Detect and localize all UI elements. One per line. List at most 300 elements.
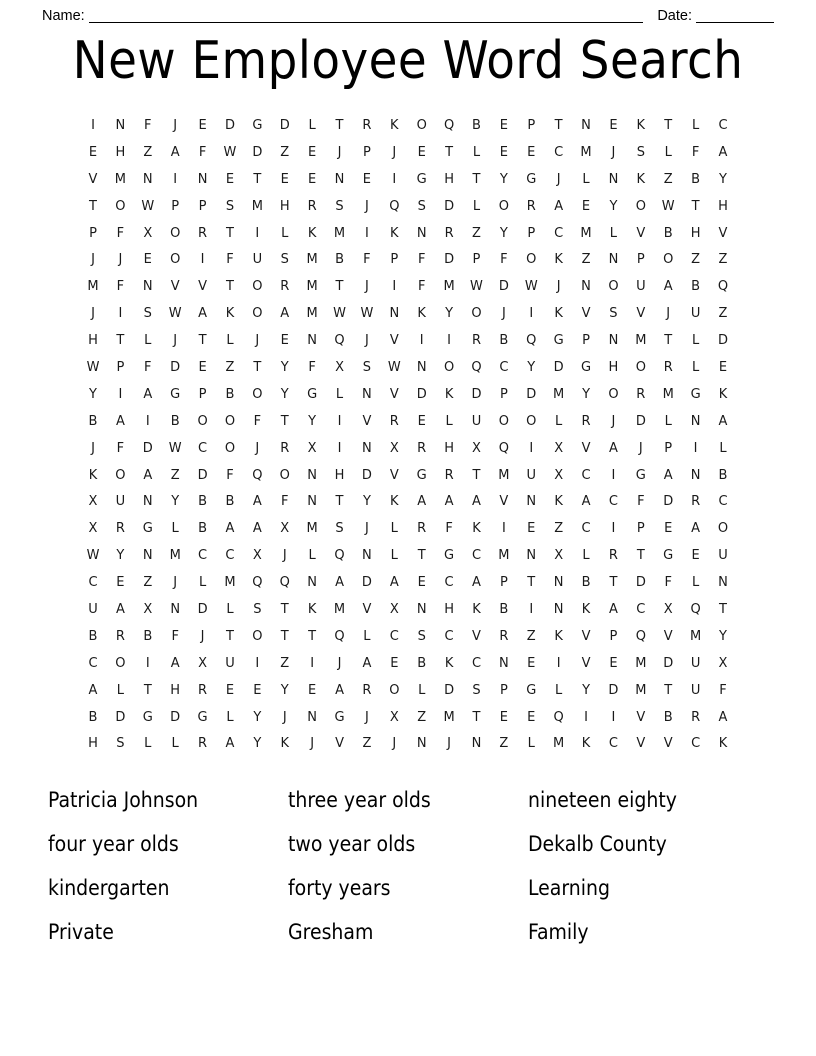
grid-cell[interactable]: L	[281, 225, 289, 241]
grid-cell[interactable]: C	[718, 494, 728, 510]
grid-cell[interactable]: E	[280, 333, 289, 349]
grid-cell[interactable]: X	[554, 440, 564, 456]
grid-cell[interactable]: K	[417, 306, 426, 322]
grid-cell[interactable]: I	[310, 655, 315, 671]
grid-cell[interactable]: I	[447, 333, 451, 349]
grid-cell[interactable]: E	[225, 171, 235, 187]
grid-cell[interactable]: B	[499, 601, 509, 617]
grid-cell[interactable]: Q	[443, 117, 455, 133]
word-list-item[interactable]: Learning	[528, 876, 610, 900]
grid-cell[interactable]: G	[635, 467, 646, 483]
grid-cell[interactable]: T	[719, 601, 727, 617]
grid-cell[interactable]: H	[444, 171, 454, 187]
grid-cell[interactable]: J	[556, 279, 561, 295]
grid-cell[interactable]: E	[499, 709, 508, 725]
grid-cell[interactable]: M	[689, 628, 702, 644]
grid-cell[interactable]: J	[91, 440, 95, 456]
grid-cell[interactable]: Y	[116, 548, 125, 564]
grid-cell[interactable]: G	[416, 171, 427, 187]
grid-cell[interactable]: E	[691, 548, 700, 564]
grid-cell[interactable]: J	[255, 440, 260, 456]
grid-cell[interactable]: G	[142, 521, 153, 537]
grid-cell[interactable]: C	[636, 601, 646, 617]
grid-cell[interactable]: P	[499, 575, 508, 591]
grid-cell[interactable]: I	[145, 413, 150, 429]
grid-cell[interactable]: N	[362, 548, 372, 564]
grid-cell[interactable]: Y	[280, 682, 289, 698]
grid-cell[interactable]: N	[362, 386, 372, 402]
grid-cell[interactable]: K	[554, 494, 563, 510]
grid-cell[interactable]: N	[307, 575, 317, 591]
grid-cell[interactable]: K	[554, 252, 563, 268]
grid-cell[interactable]: I	[529, 440, 534, 456]
grid-cell[interactable]: L	[363, 628, 371, 644]
grid-cell[interactable]: P	[116, 359, 125, 375]
grid-cell[interactable]: O	[498, 413, 509, 429]
grid-cell[interactable]: T	[308, 628, 317, 644]
grid-cell[interactable]: I	[611, 467, 616, 483]
grid-cell[interactable]: T	[335, 117, 344, 133]
grid-cell[interactable]: V	[335, 736, 344, 752]
grid-cell[interactable]: M	[498, 467, 510, 483]
grid-cell[interactable]: O	[498, 198, 509, 214]
grid-cell[interactable]: D	[170, 709, 181, 725]
grid-cell[interactable]: O	[115, 655, 126, 671]
grid-cell[interactable]: X	[663, 601, 673, 617]
grid-cell[interactable]: A	[691, 521, 701, 537]
grid-cell[interactable]: G	[663, 548, 674, 564]
grid-cell[interactable]: S	[335, 198, 344, 214]
grid-cell[interactable]: A	[170, 144, 180, 160]
grid-cell[interactable]: W	[333, 306, 346, 322]
grid-cell[interactable]: R	[691, 709, 701, 725]
grid-cell[interactable]: A	[581, 494, 591, 510]
grid-cell[interactable]: Z	[718, 252, 728, 268]
grid-cell[interactable]: B	[581, 575, 591, 591]
grid-cell[interactable]: Q	[635, 628, 646, 644]
grid-cell[interactable]: U	[471, 413, 482, 429]
grid-cell[interactable]: I	[337, 440, 342, 456]
grid-cell[interactable]: O	[635, 359, 646, 375]
grid-cell[interactable]: R	[526, 198, 536, 214]
grid-cell[interactable]: N	[526, 494, 537, 510]
grid-cell[interactable]: A	[335, 575, 344, 591]
grid-cell[interactable]: P	[609, 628, 618, 644]
grid-cell[interactable]: N	[499, 655, 509, 671]
grid-cell[interactable]: K	[390, 117, 399, 133]
grid-cell[interactable]: K	[444, 386, 454, 402]
grid-cell[interactable]: E	[225, 682, 235, 698]
grid-cell[interactable]: O	[526, 252, 537, 268]
grid-cell[interactable]: L	[472, 144, 481, 160]
grid-cell[interactable]: X	[389, 440, 399, 456]
grid-cell[interactable]: A	[663, 467, 673, 483]
grid-cell[interactable]: N	[690, 413, 701, 429]
grid-cell[interactable]: R	[362, 117, 372, 133]
grid-cell[interactable]: V	[198, 279, 208, 295]
grid-cell[interactable]: A	[444, 494, 454, 510]
grid-cell[interactable]: A	[225, 736, 235, 752]
grid-cell[interactable]: I	[529, 306, 534, 322]
grid-cell[interactable]: M	[443, 279, 455, 295]
grid-cell[interactable]: B	[198, 521, 208, 537]
grid-cell[interactable]: G	[252, 117, 263, 133]
grid-cell[interactable]: J	[501, 306, 506, 322]
grid-cell[interactable]: Y	[445, 306, 454, 322]
grid-cell[interactable]: E	[198, 359, 207, 375]
grid-cell[interactable]: I	[255, 655, 260, 671]
grid-cell[interactable]: N	[197, 171, 208, 187]
grid-cell[interactable]: Z	[718, 306, 728, 322]
grid-cell[interactable]: V	[636, 709, 646, 725]
grid-cell[interactable]: J	[392, 736, 397, 752]
grid-cell[interactable]: F	[417, 279, 426, 295]
grid-cell[interactable]: I	[392, 279, 397, 295]
grid-cell[interactable]: D	[142, 440, 153, 456]
grid-cell[interactable]: B	[335, 252, 344, 268]
grid-cell[interactable]: P	[527, 225, 536, 241]
grid-cell[interactable]: P	[527, 117, 536, 133]
grid-cell[interactable]: L	[527, 736, 535, 752]
grid-cell[interactable]: O	[115, 198, 126, 214]
grid-cell[interactable]: H	[444, 601, 454, 617]
grid-cell[interactable]: I	[118, 306, 123, 322]
grid-cell[interactable]: I	[173, 171, 178, 187]
grid-cell[interactable]: Q	[553, 709, 564, 725]
grid-cell[interactable]: W	[223, 144, 237, 160]
grid-cell[interactable]: L	[445, 413, 453, 429]
grid-cell[interactable]: H	[88, 736, 98, 752]
grid-cell[interactable]: P	[198, 386, 207, 402]
grid-cell[interactable]: Y	[582, 682, 591, 698]
grid-cell[interactable]: E	[390, 655, 399, 671]
grid-cell[interactable]: I	[693, 440, 698, 456]
grid-cell[interactable]: A	[252, 521, 262, 537]
grid-cell[interactable]: E	[527, 521, 536, 537]
grid-cell[interactable]: S	[225, 198, 235, 214]
grid-cell[interactable]: K	[581, 736, 591, 752]
grid-cell[interactable]: F	[719, 682, 727, 698]
grid-cell[interactable]: O	[224, 413, 236, 429]
grid-cell[interactable]: S	[472, 682, 481, 698]
grid-cell[interactable]: N	[307, 709, 317, 725]
grid-cell[interactable]: Y	[582, 386, 591, 402]
grid-cell[interactable]: U	[636, 279, 646, 295]
grid-cell[interactable]: K	[472, 601, 481, 617]
grid-cell[interactable]: N	[142, 279, 153, 295]
grid-cell[interactable]: M	[224, 575, 236, 591]
grid-cell[interactable]: W	[141, 198, 155, 214]
grid-cell[interactable]: P	[499, 682, 508, 698]
grid-cell[interactable]: R	[417, 521, 427, 537]
grid-cell[interactable]: J	[611, 413, 616, 429]
grid-cell[interactable]: O	[224, 440, 236, 456]
grid-cell[interactable]: J	[666, 306, 671, 322]
grid-cell[interactable]: Z	[581, 252, 591, 268]
grid-cell[interactable]: X	[252, 548, 262, 564]
grid-cell[interactable]: Y	[499, 225, 508, 241]
grid-cell[interactable]: C	[581, 521, 591, 537]
grid-cell[interactable]: R	[280, 440, 290, 456]
grid-cell[interactable]: B	[691, 171, 701, 187]
grid-cell[interactable]: Y	[362, 494, 371, 510]
grid-cell[interactable]: X	[472, 440, 481, 456]
grid-cell[interactable]: T	[472, 709, 481, 725]
grid-cell[interactable]: G	[690, 386, 701, 402]
grid-cell[interactable]: L	[691, 359, 700, 375]
grid-cell[interactable]: B	[143, 628, 153, 644]
grid-cell[interactable]: S	[417, 628, 426, 644]
grid-cell[interactable]: Z	[170, 467, 180, 483]
grid-cell[interactable]: N	[581, 117, 591, 133]
grid-cell[interactable]: R	[444, 225, 454, 241]
grid-cell[interactable]: X	[389, 709, 399, 725]
grid-cell[interactable]: J	[173, 333, 178, 349]
grid-cell[interactable]: F	[445, 521, 453, 537]
grid-cell[interactable]: D	[444, 198, 455, 214]
grid-cell[interactable]: F	[116, 279, 125, 295]
grid-cell[interactable]: R	[198, 225, 208, 241]
grid-cell[interactable]: O	[197, 413, 208, 429]
grid-cell[interactable]: H	[444, 440, 454, 456]
grid-cell[interactable]: D	[717, 333, 728, 349]
grid-cell[interactable]: K	[554, 306, 563, 322]
grid-cell[interactable]: D	[663, 494, 674, 510]
grid-cell[interactable]: M	[333, 225, 346, 241]
grid-cell[interactable]: A	[718, 413, 728, 429]
grid-cell[interactable]: Z	[526, 628, 536, 644]
grid-cell[interactable]: M	[306, 521, 318, 537]
grid-cell[interactable]: P	[472, 252, 481, 268]
grid-cell[interactable]: T	[664, 333, 673, 349]
grid-cell[interactable]: B	[691, 279, 701, 295]
grid-cell[interactable]: M	[333, 601, 346, 617]
grid-cell[interactable]: U	[88, 601, 98, 617]
grid-cell[interactable]: C	[444, 575, 454, 591]
grid-cell[interactable]: Y	[280, 359, 289, 375]
grid-cell[interactable]: S	[116, 736, 125, 752]
grid-cell[interactable]: T	[472, 171, 481, 187]
grid-cell[interactable]: R	[198, 682, 208, 698]
grid-cell[interactable]: K	[88, 467, 98, 483]
grid-cell[interactable]: N	[307, 333, 317, 349]
grid-cell[interactable]: C	[471, 655, 482, 671]
grid-cell[interactable]: O	[252, 628, 263, 644]
grid-cell[interactable]: V	[362, 601, 372, 617]
grid-cell[interactable]: E	[280, 171, 289, 187]
grid-cell[interactable]: X	[307, 440, 317, 456]
grid-cell[interactable]: N	[526, 548, 537, 564]
grid-cell[interactable]: G	[334, 709, 345, 725]
grid-cell[interactable]: V	[663, 628, 673, 644]
grid-cell[interactable]: G	[307, 386, 318, 402]
grid-cell[interactable]: C	[225, 548, 235, 564]
grid-cell[interactable]: E	[417, 575, 426, 591]
grid-cell[interactable]: J	[337, 655, 342, 671]
grid-cell[interactable]: L	[308, 548, 316, 564]
grid-cell[interactable]: I	[145, 655, 150, 671]
grid-cell[interactable]: I	[611, 521, 616, 537]
grid-cell[interactable]: W	[470, 279, 483, 295]
grid-cell[interactable]: A	[143, 386, 153, 402]
grid-cell[interactable]: L	[719, 440, 727, 456]
grid-cell[interactable]: N	[608, 252, 619, 268]
grid-cell[interactable]: A	[608, 440, 618, 456]
grid-cell[interactable]: H	[88, 333, 98, 349]
grid-cell[interactable]: A	[280, 306, 290, 322]
grid-cell[interactable]: M	[498, 548, 510, 564]
grid-cell[interactable]: F	[226, 252, 234, 268]
grid-cell[interactable]: L	[308, 117, 316, 133]
grid-cell[interactable]: L	[555, 413, 563, 429]
grid-cell[interactable]: F	[198, 144, 207, 160]
grid-cell[interactable]: G	[416, 467, 427, 483]
grid-cell[interactable]: T	[472, 467, 481, 483]
grid-cell[interactable]: A	[170, 655, 180, 671]
grid-cell[interactable]: M	[443, 709, 455, 725]
grid-cell[interactable]: S	[253, 601, 262, 617]
grid-cell[interactable]: Q	[690, 601, 701, 617]
word-list-item[interactable]: two year olds	[288, 832, 416, 856]
grid-cell[interactable]: R	[691, 494, 701, 510]
grid-cell[interactable]: V	[636, 225, 646, 241]
grid-cell[interactable]: L	[390, 548, 398, 564]
grid-cell[interactable]: I	[91, 117, 95, 133]
grid-cell[interactable]: V	[170, 279, 180, 295]
grid-cell[interactable]: V	[581, 655, 591, 671]
grid-cell[interactable]: J	[638, 440, 643, 456]
grid-cell[interactable]: P	[171, 198, 180, 214]
grid-cell[interactable]: C	[389, 628, 399, 644]
grid-cell[interactable]: U	[690, 682, 701, 698]
grid-cell[interactable]: T	[253, 359, 262, 375]
grid-cell[interactable]: R	[115, 521, 125, 537]
grid-cell[interactable]: E	[609, 655, 618, 671]
grid-cell[interactable]: B	[417, 655, 427, 671]
grid-cell[interactable]: J	[611, 144, 616, 160]
grid-cell[interactable]: M	[553, 386, 565, 402]
grid-cell[interactable]: R	[636, 386, 646, 402]
grid-cell[interactable]: K	[390, 225, 399, 241]
grid-cell[interactable]: M	[635, 333, 647, 349]
grid-cell[interactable]: F	[308, 359, 316, 375]
grid-cell[interactable]: D	[498, 279, 509, 295]
grid-cell[interactable]: T	[143, 682, 152, 698]
grid-cell[interactable]: S	[609, 306, 618, 322]
grid-cell[interactable]: P	[582, 333, 590, 349]
grid-cell[interactable]: E	[499, 144, 508, 160]
grid-cell[interactable]: D	[444, 682, 455, 698]
grid-cell[interactable]: I	[419, 333, 424, 349]
grid-cell[interactable]: B	[88, 709, 98, 725]
grid-cell[interactable]: D	[361, 575, 372, 591]
grid-cell[interactable]: Q	[717, 279, 729, 295]
grid-cell[interactable]: M	[580, 144, 592, 160]
grid-cell[interactable]: L	[226, 601, 234, 617]
grid-cell[interactable]: P	[390, 252, 399, 268]
grid-cell[interactable]: L	[691, 117, 700, 133]
grid-cell[interactable]: A	[472, 575, 481, 591]
grid-cell[interactable]: I	[584, 709, 588, 725]
word-list-item[interactable]: three year olds	[288, 788, 431, 812]
date-write-in-line[interactable]	[696, 21, 774, 23]
grid-cell[interactable]: N	[362, 440, 372, 456]
word-list-item[interactable]: nineteen eighty	[528, 788, 677, 812]
grid-cell[interactable]: Y	[719, 171, 727, 187]
grid-cell[interactable]: I	[392, 171, 397, 187]
grid-cell[interactable]: V	[636, 306, 646, 322]
grid-cell[interactable]: B	[472, 117, 481, 133]
grid-cell[interactable]: Z	[472, 225, 481, 241]
grid-cell[interactable]: T	[280, 413, 289, 429]
grid-cell[interactable]: J	[173, 117, 178, 133]
grid-cell[interactable]: E	[527, 144, 536, 160]
grid-cell[interactable]: E	[198, 117, 207, 133]
grid-cell[interactable]: Y	[89, 386, 97, 402]
grid-cell[interactable]: D	[526, 386, 537, 402]
grid-cell[interactable]: N	[471, 736, 482, 752]
grid-cell[interactable]: J	[91, 252, 95, 268]
grid-cell[interactable]: T	[225, 225, 234, 241]
grid-cell[interactable]: Y	[253, 709, 262, 725]
grid-cell[interactable]: F	[116, 440, 125, 456]
grid-cell[interactable]: O	[443, 359, 455, 375]
grid-cell[interactable]: D	[416, 386, 427, 402]
grid-cell[interactable]: M	[306, 306, 318, 322]
grid-cell[interactable]: N	[553, 575, 564, 591]
grid-cell[interactable]: T	[225, 279, 234, 295]
grid-cell[interactable]: E	[499, 117, 508, 133]
grid-cell[interactable]: D	[553, 359, 564, 375]
grid-cell[interactable]: D	[197, 601, 208, 617]
grid-cell[interactable]: O	[608, 386, 619, 402]
grid-cell[interactable]: O	[416, 117, 427, 133]
grid-cell[interactable]: D	[279, 117, 290, 133]
grid-cell[interactable]: V	[389, 467, 399, 483]
grid-cell[interactable]: H	[334, 467, 345, 483]
grid-cell[interactable]: T	[116, 333, 125, 349]
grid-cell[interactable]: M	[635, 682, 647, 698]
grid-cell[interactable]: L	[116, 682, 125, 698]
grid-cell[interactable]: J	[255, 333, 260, 349]
grid-cell[interactable]: E	[308, 171, 317, 187]
grid-cell[interactable]: O	[526, 413, 537, 429]
grid-cell[interactable]: N	[115, 117, 126, 133]
grid-cell[interactable]: T	[198, 333, 207, 349]
grid-cell[interactable]: Z	[225, 359, 235, 375]
grid-cell[interactable]: D	[635, 413, 646, 429]
grid-cell[interactable]: D	[197, 467, 208, 483]
grid-cell[interactable]: R	[581, 413, 591, 429]
grid-cell[interactable]: A	[198, 306, 208, 322]
grid-cell[interactable]: L	[418, 682, 426, 698]
grid-cell[interactable]: F	[253, 413, 262, 429]
grid-cell[interactable]: U	[115, 494, 126, 510]
grid-cell[interactable]: O	[635, 198, 646, 214]
grid-cell[interactable]: E	[362, 171, 372, 187]
grid-cell[interactable]: T	[280, 628, 289, 644]
grid-cell[interactable]: V	[362, 413, 372, 429]
grid-cell[interactable]: V	[499, 494, 509, 510]
grid-cell[interactable]: O	[279, 467, 290, 483]
grid-cell[interactable]: H	[279, 198, 290, 214]
grid-cell[interactable]: Y	[253, 736, 262, 752]
grid-cell[interactable]: U	[252, 252, 263, 268]
grid-cell[interactable]: E	[527, 709, 536, 725]
grid-cell[interactable]: T	[89, 198, 97, 214]
grid-cell[interactable]: D	[224, 117, 235, 133]
grid-cell[interactable]: N	[690, 467, 701, 483]
